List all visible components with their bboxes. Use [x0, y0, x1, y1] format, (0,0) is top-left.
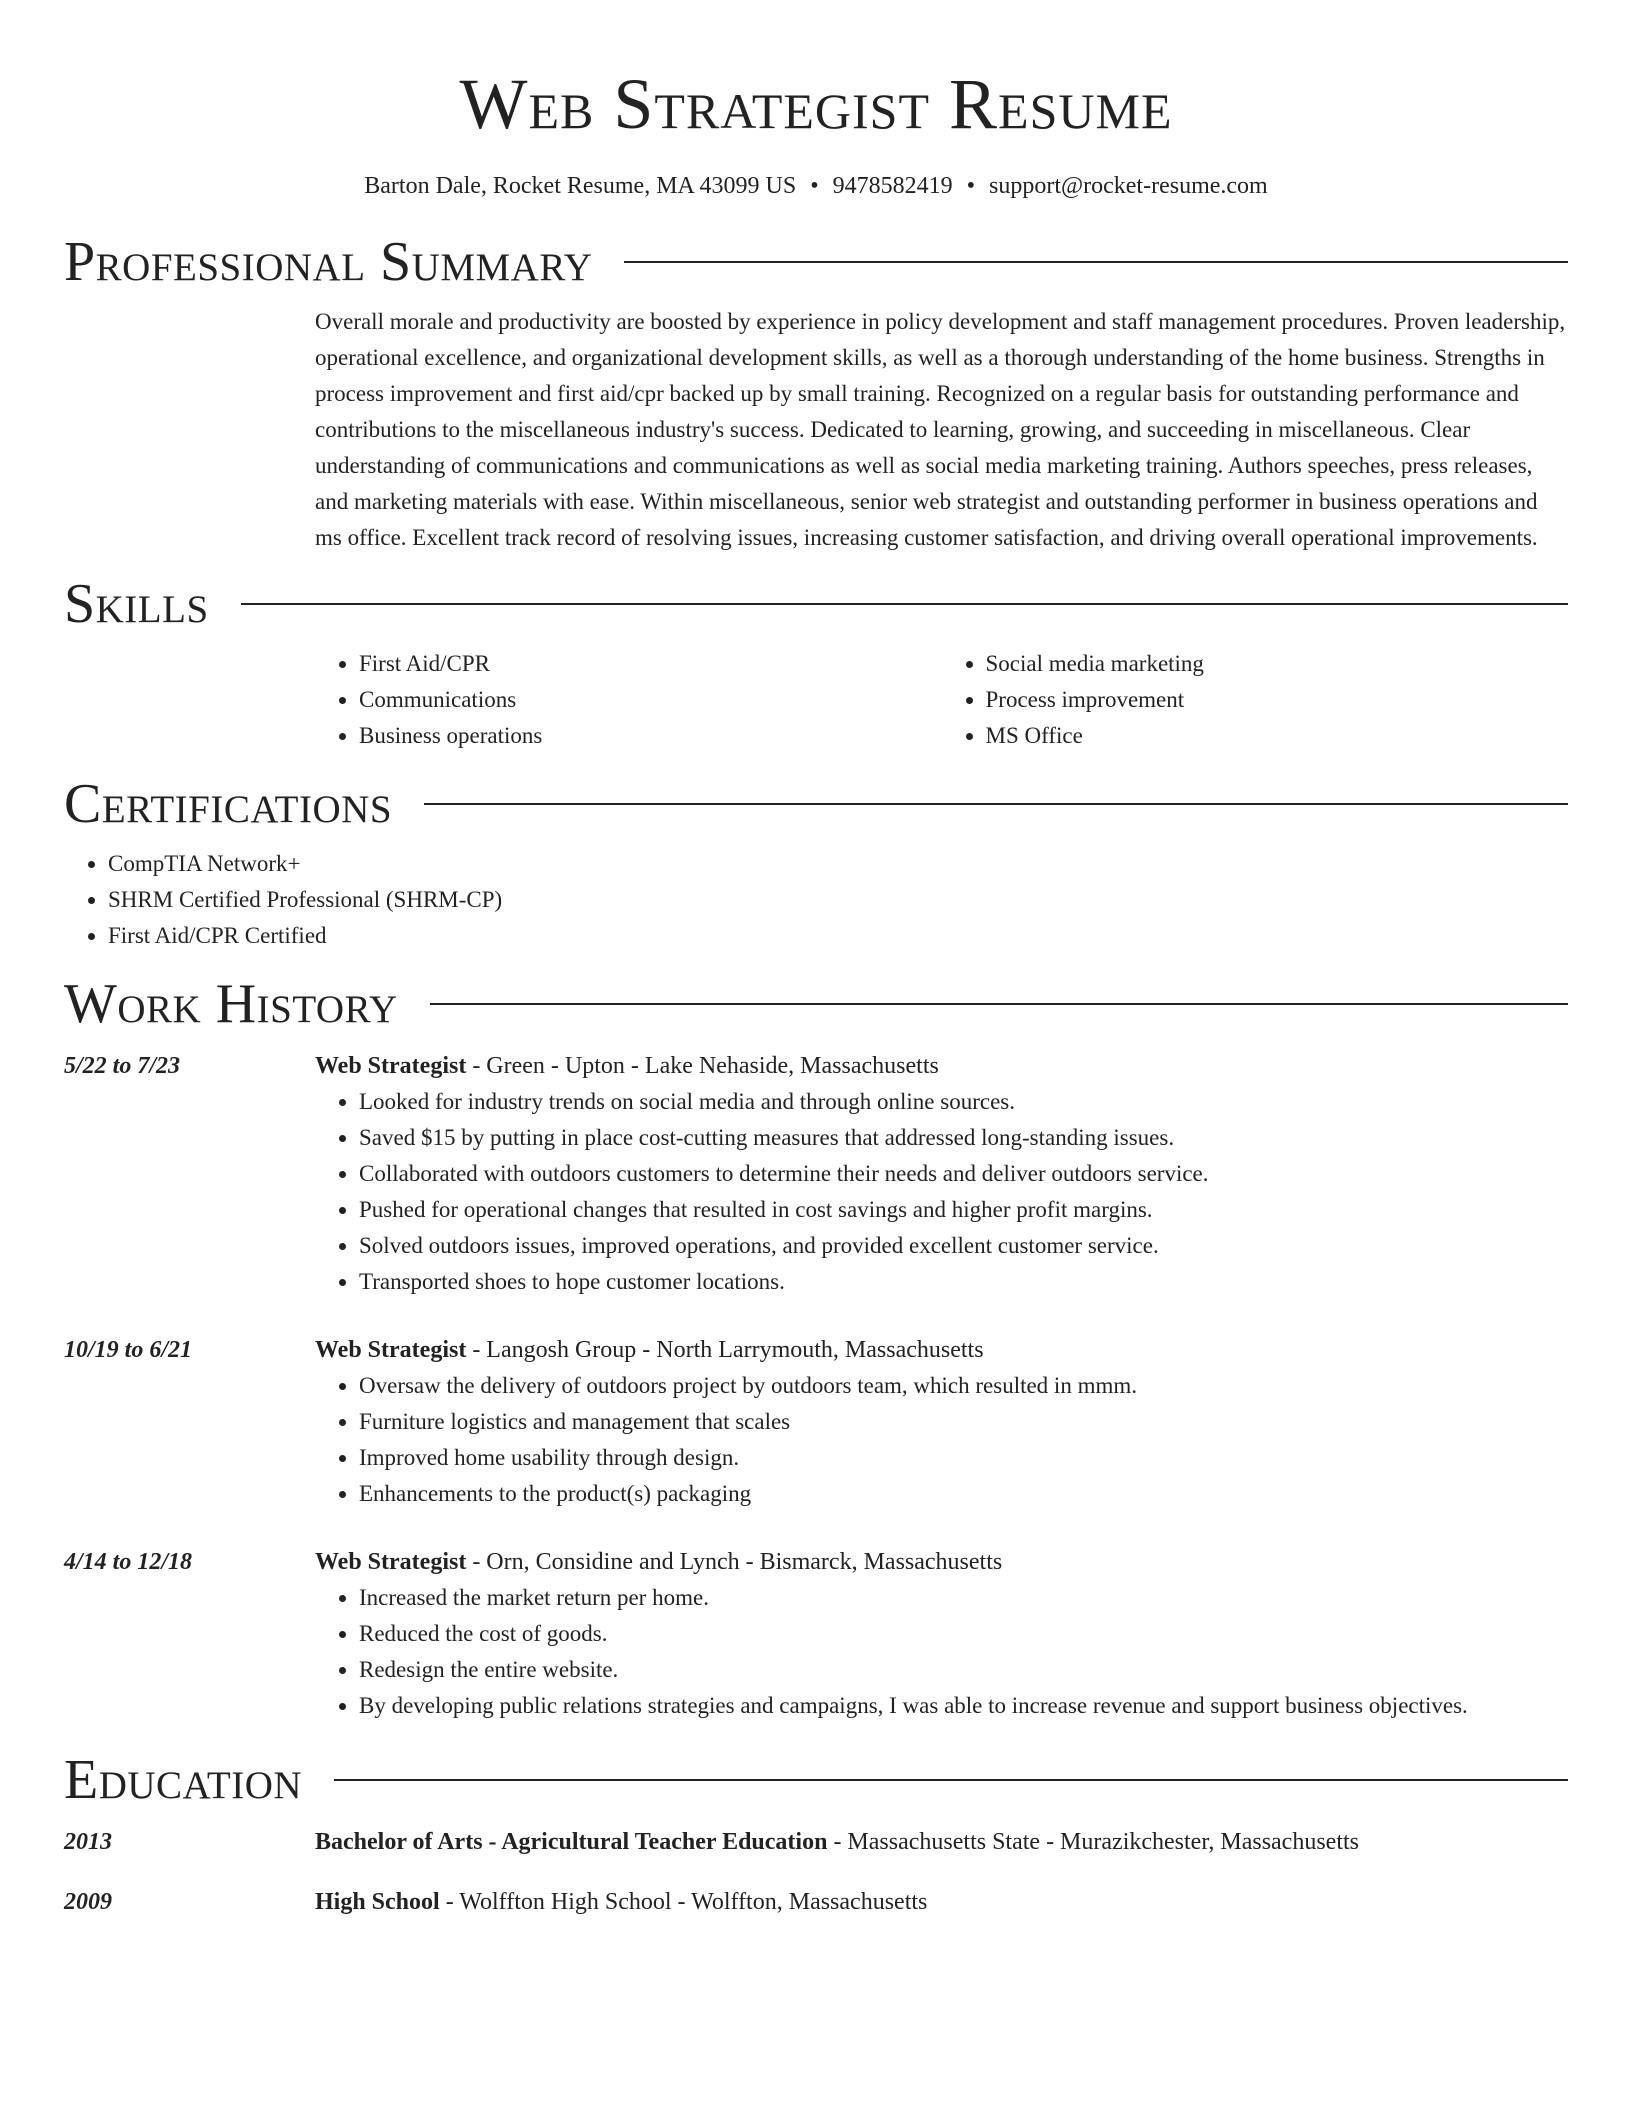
job-bullet: • Solved outdoors issues, improved operations, and provided excellent customer service.: [359, 1228, 1568, 1264]
section-rule: [334, 1779, 1568, 1781]
job-dates: 4/14 to 12/18: [64, 1549, 193, 1575]
education-section-header: [64, 1748, 1568, 1812]
section-rule: [424, 803, 1568, 805]
job-bullet: • Collaborated with outdoors customers to determine their needs and deliver outdoors service.: [359, 1156, 1568, 1192]
job-employer: - Orn, Considine and Lynch - Bismarck, Massachusetts: [466, 1549, 1003, 1575]
job-entry: [64, 1332, 1568, 1512]
education-school: - Massachusetts State - Murazikchester, Massachusetts: [827, 1829, 1359, 1855]
skills-section-header: [64, 572, 1568, 636]
job-entry: [64, 1048, 1568, 1300]
job-bullet: • Reduced the cost of goods.: [359, 1616, 1568, 1652]
job-bullet: • Enhancements to the product(s) packaging: [359, 1476, 1568, 1512]
job-bullet: • Pushed for operational changes that resulted in cost savings and higher profit margins.: [359, 1192, 1568, 1228]
job-title: Web Strategist: [315, 1549, 467, 1575]
job-bullet: • Saved $15 by putting in place cost-cutting measures that addressed long-standing issues.: [359, 1120, 1568, 1156]
contact-line: [64, 170, 1568, 202]
resume-title: Web Strategist Resume: [459, 64, 1173, 144]
certification-item: • First Aid/CPR Certified: [108, 918, 1568, 954]
job-dates: 10/19 to 6/21: [64, 1337, 193, 1363]
job-bullet: • Furniture logistics and management that scales: [359, 1404, 1568, 1440]
job-dates: 5/22 to 7/23: [64, 1053, 181, 1079]
contact-phone: 9478582419: [832, 173, 953, 199]
job-bullet: • Improved home usability through design.: [359, 1440, 1568, 1476]
job-bullets: [315, 1368, 1568, 1512]
certification-item: • SHRM Certified Professional (SHRM-CP): [108, 882, 1568, 918]
contact-separator: •: [810, 173, 819, 199]
job-bullet: • Transported shoes to hope customer locations.: [359, 1264, 1568, 1300]
job-employer: - Langosh Group - North Larrymouth, Massachusetts: [466, 1337, 984, 1363]
contact-address: Barton Dale, Rocket Resume, MA 43099 US: [364, 173, 797, 199]
job-employer: - Green - Upton - Lake Nehaside, Massachusetts: [466, 1053, 939, 1079]
resume-page: [64, 0, 1568, 1920]
job-bullet: • By developing public relations strategies and campaigns, I was able to increase revenue and support business objectives.: [359, 1688, 1568, 1724]
skills-column-left: [315, 646, 942, 754]
job-title: Web Strategist: [315, 1337, 467, 1363]
skills-heading: Skills: [64, 573, 209, 635]
section-rule: [624, 261, 1568, 263]
skill-item: • Business operations: [359, 718, 942, 754]
education-entry: [64, 1884, 1568, 1920]
education-heading-line: [315, 1884, 1568, 1920]
certification-item: • CompTIA Network+: [108, 846, 1568, 882]
certifications-heading: Certifications: [64, 773, 393, 835]
skills-column-right: [942, 646, 1569, 754]
summary-text: Overall morale and productivity are boosted by experience in policy development and staff management procedures. Proven leadership, operational excellence, and organizational development skills, as well as a thorough understanding of the home business. Strengths in process improvement and first aid/cpr backed up by small training. Recognized on a regular basis for outstanding performance and contributions to the miscellaneous industry's success. Dedicated to learning, growing, and succeeding in miscellaneous. Clear understanding of communications and communications as well as social media marketing training. Authors speeches, press releases, and marketing materials with ease. Within miscellaneous, senior web strategist and outstanding performer in business operations and ms office. Excellent track record of resolving issues, increasing customer satisfaction, and driving overall operational improvements.: [315, 309, 1566, 550]
job-entry: [64, 1544, 1568, 1724]
skill-item: • First Aid/CPR: [359, 646, 942, 682]
skill-item: • Process improvement: [986, 682, 1569, 718]
education-heading: Education: [64, 1749, 303, 1811]
contact-email: support@rocket-resume.com: [989, 173, 1268, 199]
certifications-section-header: [64, 772, 1568, 836]
summary-heading: Professional Summary: [64, 231, 593, 293]
job-bullets: [315, 1580, 1568, 1724]
job-bullet: • Looked for industry trends on social media and through online sources.: [359, 1084, 1568, 1120]
job-bullet: • Oversaw the delivery of outdoors project by outdoors team, which resulted in mmm.: [359, 1368, 1568, 1404]
skills-list: [315, 646, 1568, 754]
job-bullets: [315, 1084, 1568, 1300]
summary-section-header: [64, 230, 1568, 294]
education-heading-line: [315, 1824, 1568, 1860]
education-year: 2013: [64, 1829, 112, 1855]
skill-item: • Communications: [359, 682, 942, 718]
skill-item: • MS Office: [986, 718, 1569, 754]
contact-separator: •: [966, 173, 976, 199]
job-title: Web Strategist: [315, 1053, 467, 1079]
job-heading: [315, 1332, 1568, 1368]
job-heading: [315, 1544, 1568, 1580]
education-year: 2009: [64, 1889, 112, 1915]
education-degree: Bachelor of Arts - Agricultural Teacher Education: [315, 1829, 828, 1855]
job-bullet: • Increased the market return per home.: [359, 1580, 1568, 1616]
education-degree: High School: [315, 1889, 440, 1915]
education-entry: [64, 1824, 1568, 1860]
work-heading: Work History: [64, 973, 398, 1035]
job-bullet: • Redesign the entire website.: [359, 1652, 1568, 1688]
section-rule: [430, 1003, 1568, 1005]
certifications-list: [64, 846, 1568, 954]
job-heading: [315, 1048, 1568, 1084]
work-section-header: [64, 972, 1568, 1036]
education-school: - Wolffton High School - Wolffton, Massachusetts: [439, 1889, 928, 1915]
section-rule: [241, 603, 1568, 605]
skill-item: • Social media marketing: [986, 646, 1569, 682]
